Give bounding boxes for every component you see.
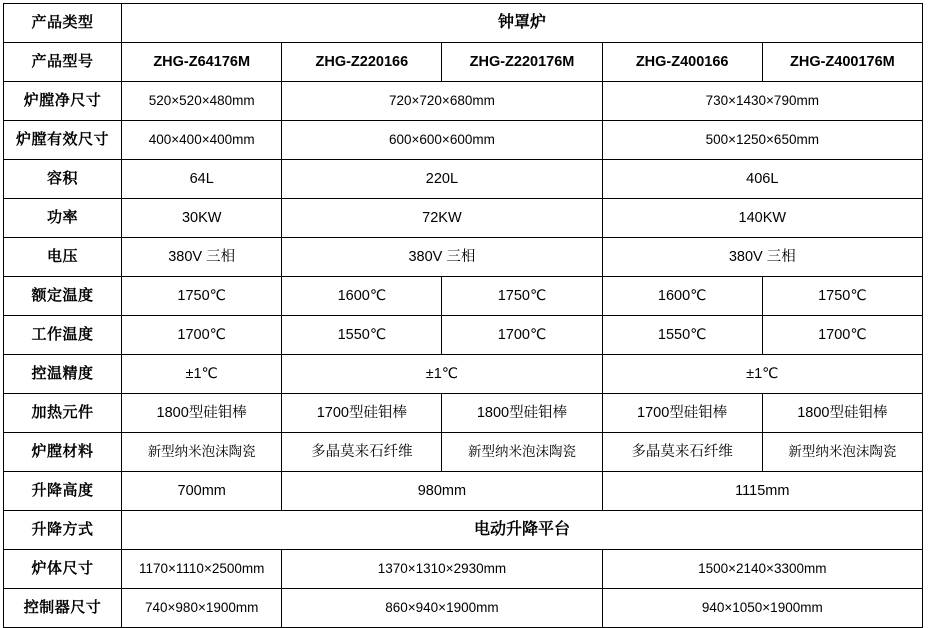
table-cell: 220L — [282, 160, 602, 199]
row-label: 炉膛有效尺寸 — [4, 121, 122, 160]
table-cell: 1600℃ — [602, 277, 762, 316]
table-row — [4, 589, 923, 628]
row-label: 炉体尺寸 — [4, 550, 122, 589]
table-row — [4, 277, 923, 316]
table-cell: 1800型硅钼棒 — [442, 394, 602, 433]
table-cell: ZHG-Z220166 — [282, 43, 442, 82]
row-label: 容积 — [4, 160, 122, 199]
row-label: 炉膛材料 — [4, 433, 122, 472]
table-row — [4, 472, 923, 511]
row-label: 工作温度 — [4, 316, 122, 355]
table-cell: 1750℃ — [442, 277, 602, 316]
table-cell: 380V 三相 — [602, 238, 922, 277]
table-cell: 860×940×1900mm — [282, 589, 602, 628]
row-label: 加热元件 — [4, 394, 122, 433]
table-cell: 30KW — [122, 199, 282, 238]
table-cell: 140KW — [602, 199, 922, 238]
table-cell: 740×980×1900mm — [122, 589, 282, 628]
row-label: 额定温度 — [4, 277, 122, 316]
table-cell: 1500×2140×3300mm — [602, 550, 922, 589]
table-cell: 1700型硅钼棒 — [602, 394, 762, 433]
table-row — [4, 238, 923, 277]
table-cell: 1750℃ — [762, 277, 922, 316]
table-cell: 72KW — [282, 199, 602, 238]
table-row — [4, 394, 923, 433]
table-cell: 980mm — [282, 472, 602, 511]
table-cell: 380V 三相 — [282, 238, 602, 277]
table-cell: 1115mm — [602, 472, 922, 511]
row-label: 功率 — [4, 199, 122, 238]
table-cell: 1800型硅钼棒 — [122, 394, 282, 433]
table-cell: 1700型硅钼棒 — [282, 394, 442, 433]
table-cell: 500×1250×650mm — [602, 121, 922, 160]
table-row — [4, 199, 923, 238]
table-row — [4, 4, 923, 43]
table-cell: ZHG-Z400166 — [602, 43, 762, 82]
table-cell: 940×1050×1900mm — [602, 589, 922, 628]
table-row — [4, 433, 923, 472]
table-cell: ZHG-Z220176M — [442, 43, 602, 82]
table-cell: ±1℃ — [602, 355, 922, 394]
table-cell: 700mm — [122, 472, 282, 511]
row-label: 产品类型 — [4, 4, 122, 43]
table-cell: ±1℃ — [122, 355, 282, 394]
spec-table-body — [4, 4, 923, 628]
table-cell: 400×400×400mm — [122, 121, 282, 160]
table-cell: 520×520×480mm — [122, 82, 282, 121]
table-cell: 1550℃ — [602, 316, 762, 355]
table-cell: 730×1430×790mm — [602, 82, 922, 121]
table-cell: 新型纳米泡沫陶瓷 — [442, 433, 602, 472]
table-cell: 64L — [122, 160, 282, 199]
table-cell: 600×600×600mm — [282, 121, 602, 160]
table-cell: 1170×1110×2500mm — [122, 550, 282, 589]
table-cell: 多晶莫来石纤维 — [602, 433, 762, 472]
table-cell: ±1℃ — [282, 355, 602, 394]
table-cell: 1700℃ — [122, 316, 282, 355]
table-row — [4, 355, 923, 394]
table-cell: 380V 三相 — [122, 238, 282, 277]
table-cell: 1600℃ — [282, 277, 442, 316]
table-row — [4, 43, 923, 82]
table-cell: 720×720×680mm — [282, 82, 602, 121]
table-row — [4, 550, 923, 589]
row-label: 电压 — [4, 238, 122, 277]
table-cell: 1370×1310×2930mm — [282, 550, 602, 589]
table-row — [4, 316, 923, 355]
table-cell: 多晶莫来石纤维 — [282, 433, 442, 472]
table-cell: 钟罩炉 — [122, 4, 923, 43]
row-label: 升降高度 — [4, 472, 122, 511]
table-cell: 1700℃ — [442, 316, 602, 355]
table-cell: 1700℃ — [762, 316, 922, 355]
table-row — [4, 160, 923, 199]
table-cell: 1750℃ — [122, 277, 282, 316]
table-cell: 新型纳米泡沫陶瓷 — [762, 433, 922, 472]
table-row — [4, 511, 923, 550]
table-cell: 1800型硅钼棒 — [762, 394, 922, 433]
row-label: 升降方式 — [4, 511, 122, 550]
row-label: 产品型号 — [4, 43, 122, 82]
table-cell: 新型纳米泡沫陶瓷 — [122, 433, 282, 472]
table-row — [4, 121, 923, 160]
table-cell: ZHG-Z64176M — [122, 43, 282, 82]
table-cell: 电动升降平台 — [122, 511, 923, 550]
table-row — [4, 82, 923, 121]
row-label: 炉膛净尺寸 — [4, 82, 122, 121]
table-cell: 1550℃ — [282, 316, 442, 355]
row-label: 控制器尺寸 — [4, 589, 122, 628]
product-spec-table — [3, 3, 923, 628]
table-cell: ZHG-Z400176M — [762, 43, 922, 82]
table-cell: 406L — [602, 160, 922, 199]
row-label: 控温精度 — [4, 355, 122, 394]
